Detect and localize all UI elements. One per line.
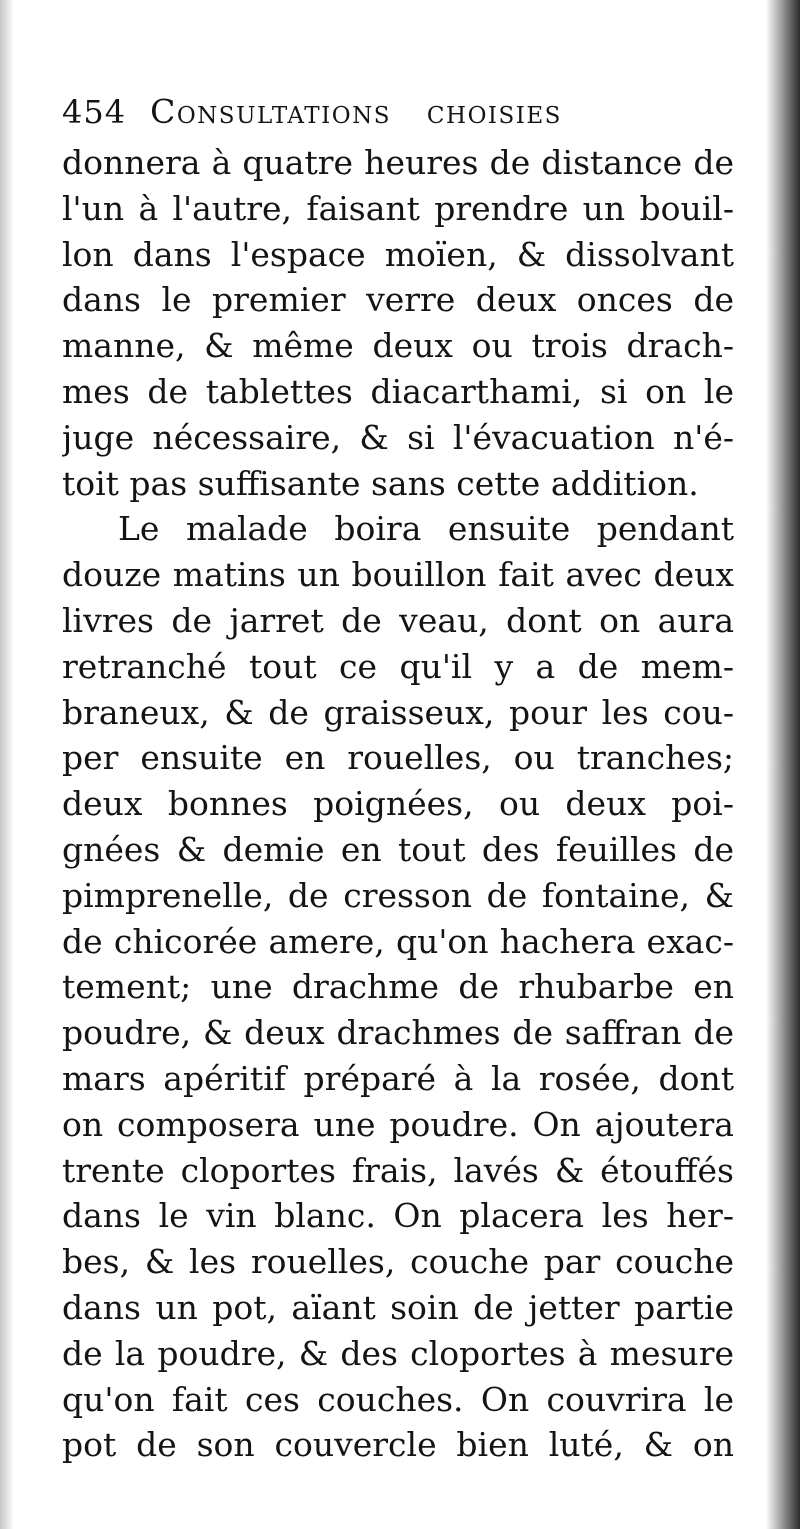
text-line: toit pas suffisante sans cette addition. — [62, 463, 699, 503]
text-line: pimprenelle, de cresson de fontaine, & — [62, 875, 734, 915]
text-line: pot de son couvercle bien luté, & on — [62, 1425, 734, 1465]
text-line: qu'on fait ces couches. On couvrira le — [62, 1379, 734, 1419]
text-line: dans le premier verre deux onces de — [62, 280, 734, 320]
body-text — [62, 140, 734, 1468]
text-line: bes, & les rouelles, couche par couche — [62, 1242, 734, 1282]
text-line: retranché tout ce qu'il y a de mem- — [62, 646, 734, 686]
text-line: per ensuite en rouelles, ou tranches; — [62, 738, 734, 778]
text-line: douze matins un bouillon fait avec deux — [62, 555, 734, 595]
text-line: poudre, & deux drachmes de saffran de — [62, 1013, 734, 1053]
text-line: lon dans l'espace moïen, & dissolvant — [62, 234, 734, 274]
running-title: Consultations choisies — [150, 92, 562, 131]
text-line: tement; une drachme de rhubarbe en — [62, 967, 734, 1007]
text-line: deux bonnes poignées, ou deux poi- — [62, 784, 734, 824]
paragraph — [62, 140, 734, 506]
text-line: juge nécessaire, & si l'évacuation n'é- — [62, 417, 734, 457]
text-line: gnées & demie en tout des feuilles de — [62, 829, 734, 869]
text-line: braneux, & de graisseux, pour les cou- — [62, 692, 734, 732]
running-header — [62, 92, 734, 140]
text-line: dans un pot, aïant soin de jetter partie — [62, 1287, 734, 1327]
paragraph — [62, 506, 734, 1468]
text-line: l'un à l'autre, faisant prendre un bouil- — [62, 188, 734, 228]
left-edge-shadow — [0, 0, 14, 1529]
text-line: donnera à quatre heures de distance de — [62, 143, 734, 182]
page-number: 454 — [62, 93, 127, 131]
text-line: dans le vin blanc. On placera les her- — [62, 1196, 734, 1236]
text-line: manne, & même deux ou trois drach- — [62, 326, 734, 366]
text-line: on composera une poudre. On ajoutera — [62, 1104, 734, 1144]
text-line: trente cloportes frais, lavés & étouffés — [62, 1150, 734, 1190]
text-line: mes de tablettes diacarthami, si on le — [62, 371, 734, 411]
text-line: de la poudre, & des cloportes à mesure — [62, 1333, 734, 1373]
right-edge-shadow — [766, 0, 800, 1529]
text-line: livres de jarret de veau, dont on aura — [62, 600, 734, 640]
text-line: mars apéritif préparé à la rosée, dont — [62, 1058, 734, 1098]
text-line: de chicorée amere, qu'on hachera exac- — [62, 921, 734, 961]
text-line: Le malade boira ensuite pendant — [118, 509, 734, 549]
page-text-block — [62, 92, 734, 1468]
